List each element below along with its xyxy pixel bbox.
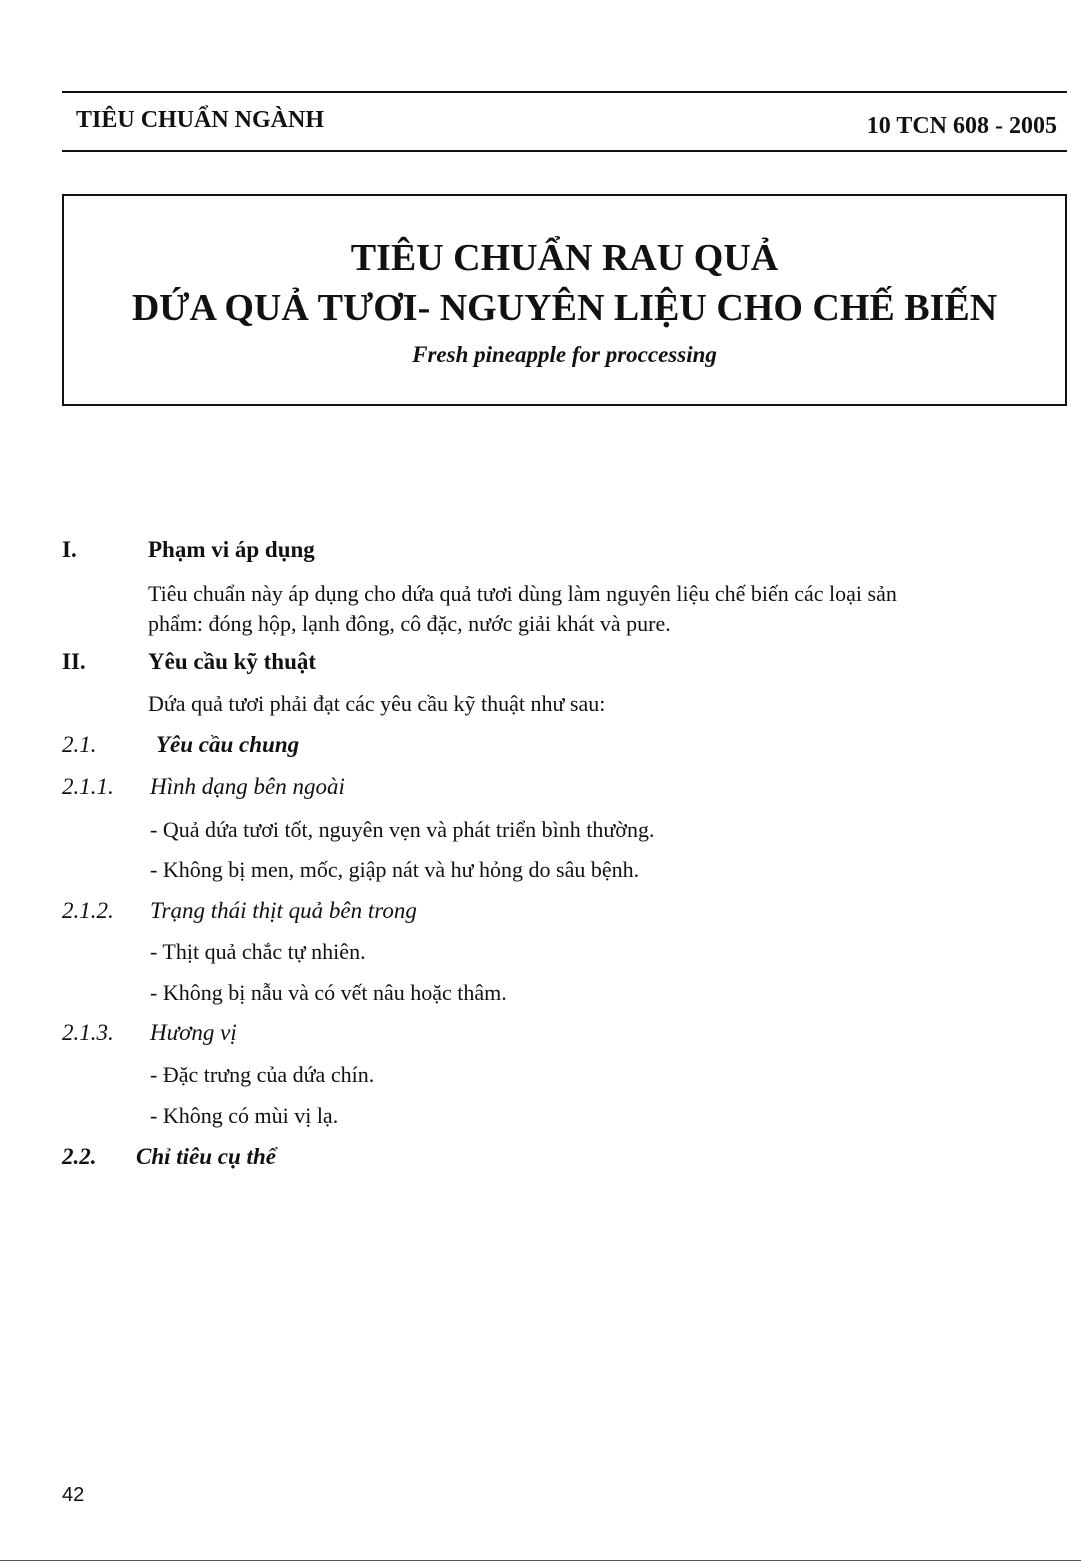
section-2-intro: Dứa quả tươi phải đạt các yêu cầu kỹ thuật như sau: <box>148 691 606 716</box>
section-2-1-3-number: 2.1.3. <box>62 1020 114 1045</box>
title-line-1: TIÊU CHUẨN RAU QUẢ <box>350 237 779 279</box>
section-2-1-3-bullet-1: - Đặc trưng của dứa chín. <box>150 1062 375 1087</box>
section-2-1-3-heading: Hương vị <box>150 1020 237 1045</box>
title-english: Fresh pineapple for proccessing <box>412 342 717 367</box>
header-top-rule <box>62 91 1067 93</box>
section-2-number: II. <box>62 649 86 674</box>
section-2-1-heading: Yêu cầu chung <box>156 732 300 757</box>
section-2-1-2-heading: Trạng thái thịt quả bên trong <box>150 898 417 923</box>
section-1-text-line-1: Tiêu chuẩn này áp dụng cho dứa quả tươi dùng làm nguyên liệu chế biến các loại sản <box>148 581 897 606</box>
section-2-1-2-bullet-1: - Thịt quả chắc tự nhiên. <box>150 939 366 964</box>
section-2-1-1-bullet-2: - Không bị men, mốc, giập nát và hư hỏng do sâu bệnh. <box>150 857 640 882</box>
section-1-number: I. <box>62 537 77 562</box>
header-bottom-rule <box>62 150 1067 152</box>
section-2-1-number: 2.1. <box>62 732 97 757</box>
title-box <box>62 194 1067 406</box>
section-2-2-heading: Chỉ tiêu cụ thể <box>136 1144 276 1169</box>
section-1-heading: Phạm vi áp dụng <box>148 537 315 562</box>
section-2-2-number: 2.2. <box>62 1144 97 1169</box>
section-2-1-2-number: 2.1.2. <box>62 898 114 923</box>
bottom-rule <box>0 1560 1081 1561</box>
section-2-1-1-heading: Hình dạng bên ngoài <box>150 774 345 799</box>
section-2-1-1-number: 2.1.1. <box>62 774 114 799</box>
section-2-1-3-bullet-2: - Không có mùi vị lạ. <box>150 1103 339 1128</box>
section-2-heading: Yêu cầu kỹ thuật <box>148 649 317 674</box>
section-2-1-1-bullet-1: - Quả dứa tươi tốt, nguyên vẹn và phát triển bình thường. <box>150 817 655 842</box>
header-standard-code: 10 TCN 608 - 2005 <box>866 113 1057 139</box>
page-number: 42 <box>62 1484 85 1506</box>
header-standard-type: TIÊU CHUẨN NGÀNH <box>76 107 325 133</box>
title-line-2: DỨA QUẢ TƯƠI- NGUYÊN LIỆU CHO CHẾ BIẾN <box>131 287 998 329</box>
section-1-text-line-2: phẩm: đóng hộp, lạnh đông, cô đặc, nước giải khát và pure. <box>148 611 671 636</box>
section-2-1-2-bullet-2: - Không bị nẫu và có vết nâu hoặc thâm. <box>150 980 507 1005</box>
